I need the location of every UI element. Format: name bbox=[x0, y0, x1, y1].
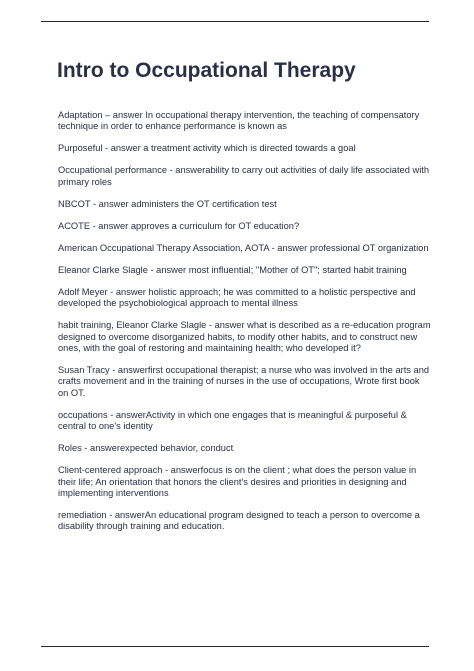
qa-entry-adaptation: Adaptation – answer In occupational therapy intervention, the teaching of compensatory technique in order to enhance performance is known as bbox=[58, 110, 420, 132]
qa-entry-purposeful: Purposeful - answer a treatment activity which is directed towards a goal bbox=[58, 143, 356, 154]
qa-entry-adolf-meyer: Adolf Meyer - answer holistic approach; he was committed to a holistic perspective and developed the psychobiological approach to mental illness bbox=[58, 286, 416, 309]
top-rule bbox=[41, 21, 429, 22]
qa-entry-occupations: occupations - answerActivity in which one engages that is meaningful & purposeful & central to one's identity bbox=[58, 409, 407, 432]
qa-entry-eleanor-clarke-slagle: Eleanor Clarke Slagle - answer most influential; "Mother of OT"; started habit training bbox=[58, 264, 407, 275]
qa-entry-acote: ACOTE - answer approves a curriculum for OT education? bbox=[58, 220, 300, 231]
qa-entry-susan-tracy: Susan Tracy - answerfirst occupational therapist; a nurse who was involved in the arts and crafts movement and in the training of nurses in the use of occupations, Wrote first book on OT. bbox=[58, 365, 430, 398]
bottom-rule bbox=[41, 646, 429, 647]
qa-entry-habit-training: habit training, Eleanor Clarke Slagle - answer what is described as a re-education program designed to overcome disorganized habits, to modify other habits, and to construct new ones, with the goal of restoring and maintaining health; who developed it? bbox=[58, 320, 431, 354]
qa-entry-aota: American Occupational Therapy Association, AOTA - answer professional OT organization bbox=[58, 242, 429, 253]
qa-entry-occupational-performance: Occupational performance - answerability to carry out activities of daily life associated with primary roles bbox=[58, 165, 430, 187]
page-title: Intro to Occupational Therapy bbox=[57, 59, 356, 82]
qa-entry-nbcot: NBCOT - answer administers the OT certification test bbox=[58, 198, 277, 209]
qa-entry-client-centered: Client-centered approach - answerfocus is on the client ; what does the person value in their life; An orientation that honors the client's desires and priorities in designing and implementing interventions bbox=[58, 465, 417, 499]
qa-entry-roles: Roles - answerexpected behavior, conduct bbox=[58, 443, 234, 454]
qa-list bbox=[58, 110, 432, 543]
qa-entry-remediation: remediation - answerAn educational program designed to teach a person to overcome a disability through training and education. bbox=[58, 510, 420, 532]
